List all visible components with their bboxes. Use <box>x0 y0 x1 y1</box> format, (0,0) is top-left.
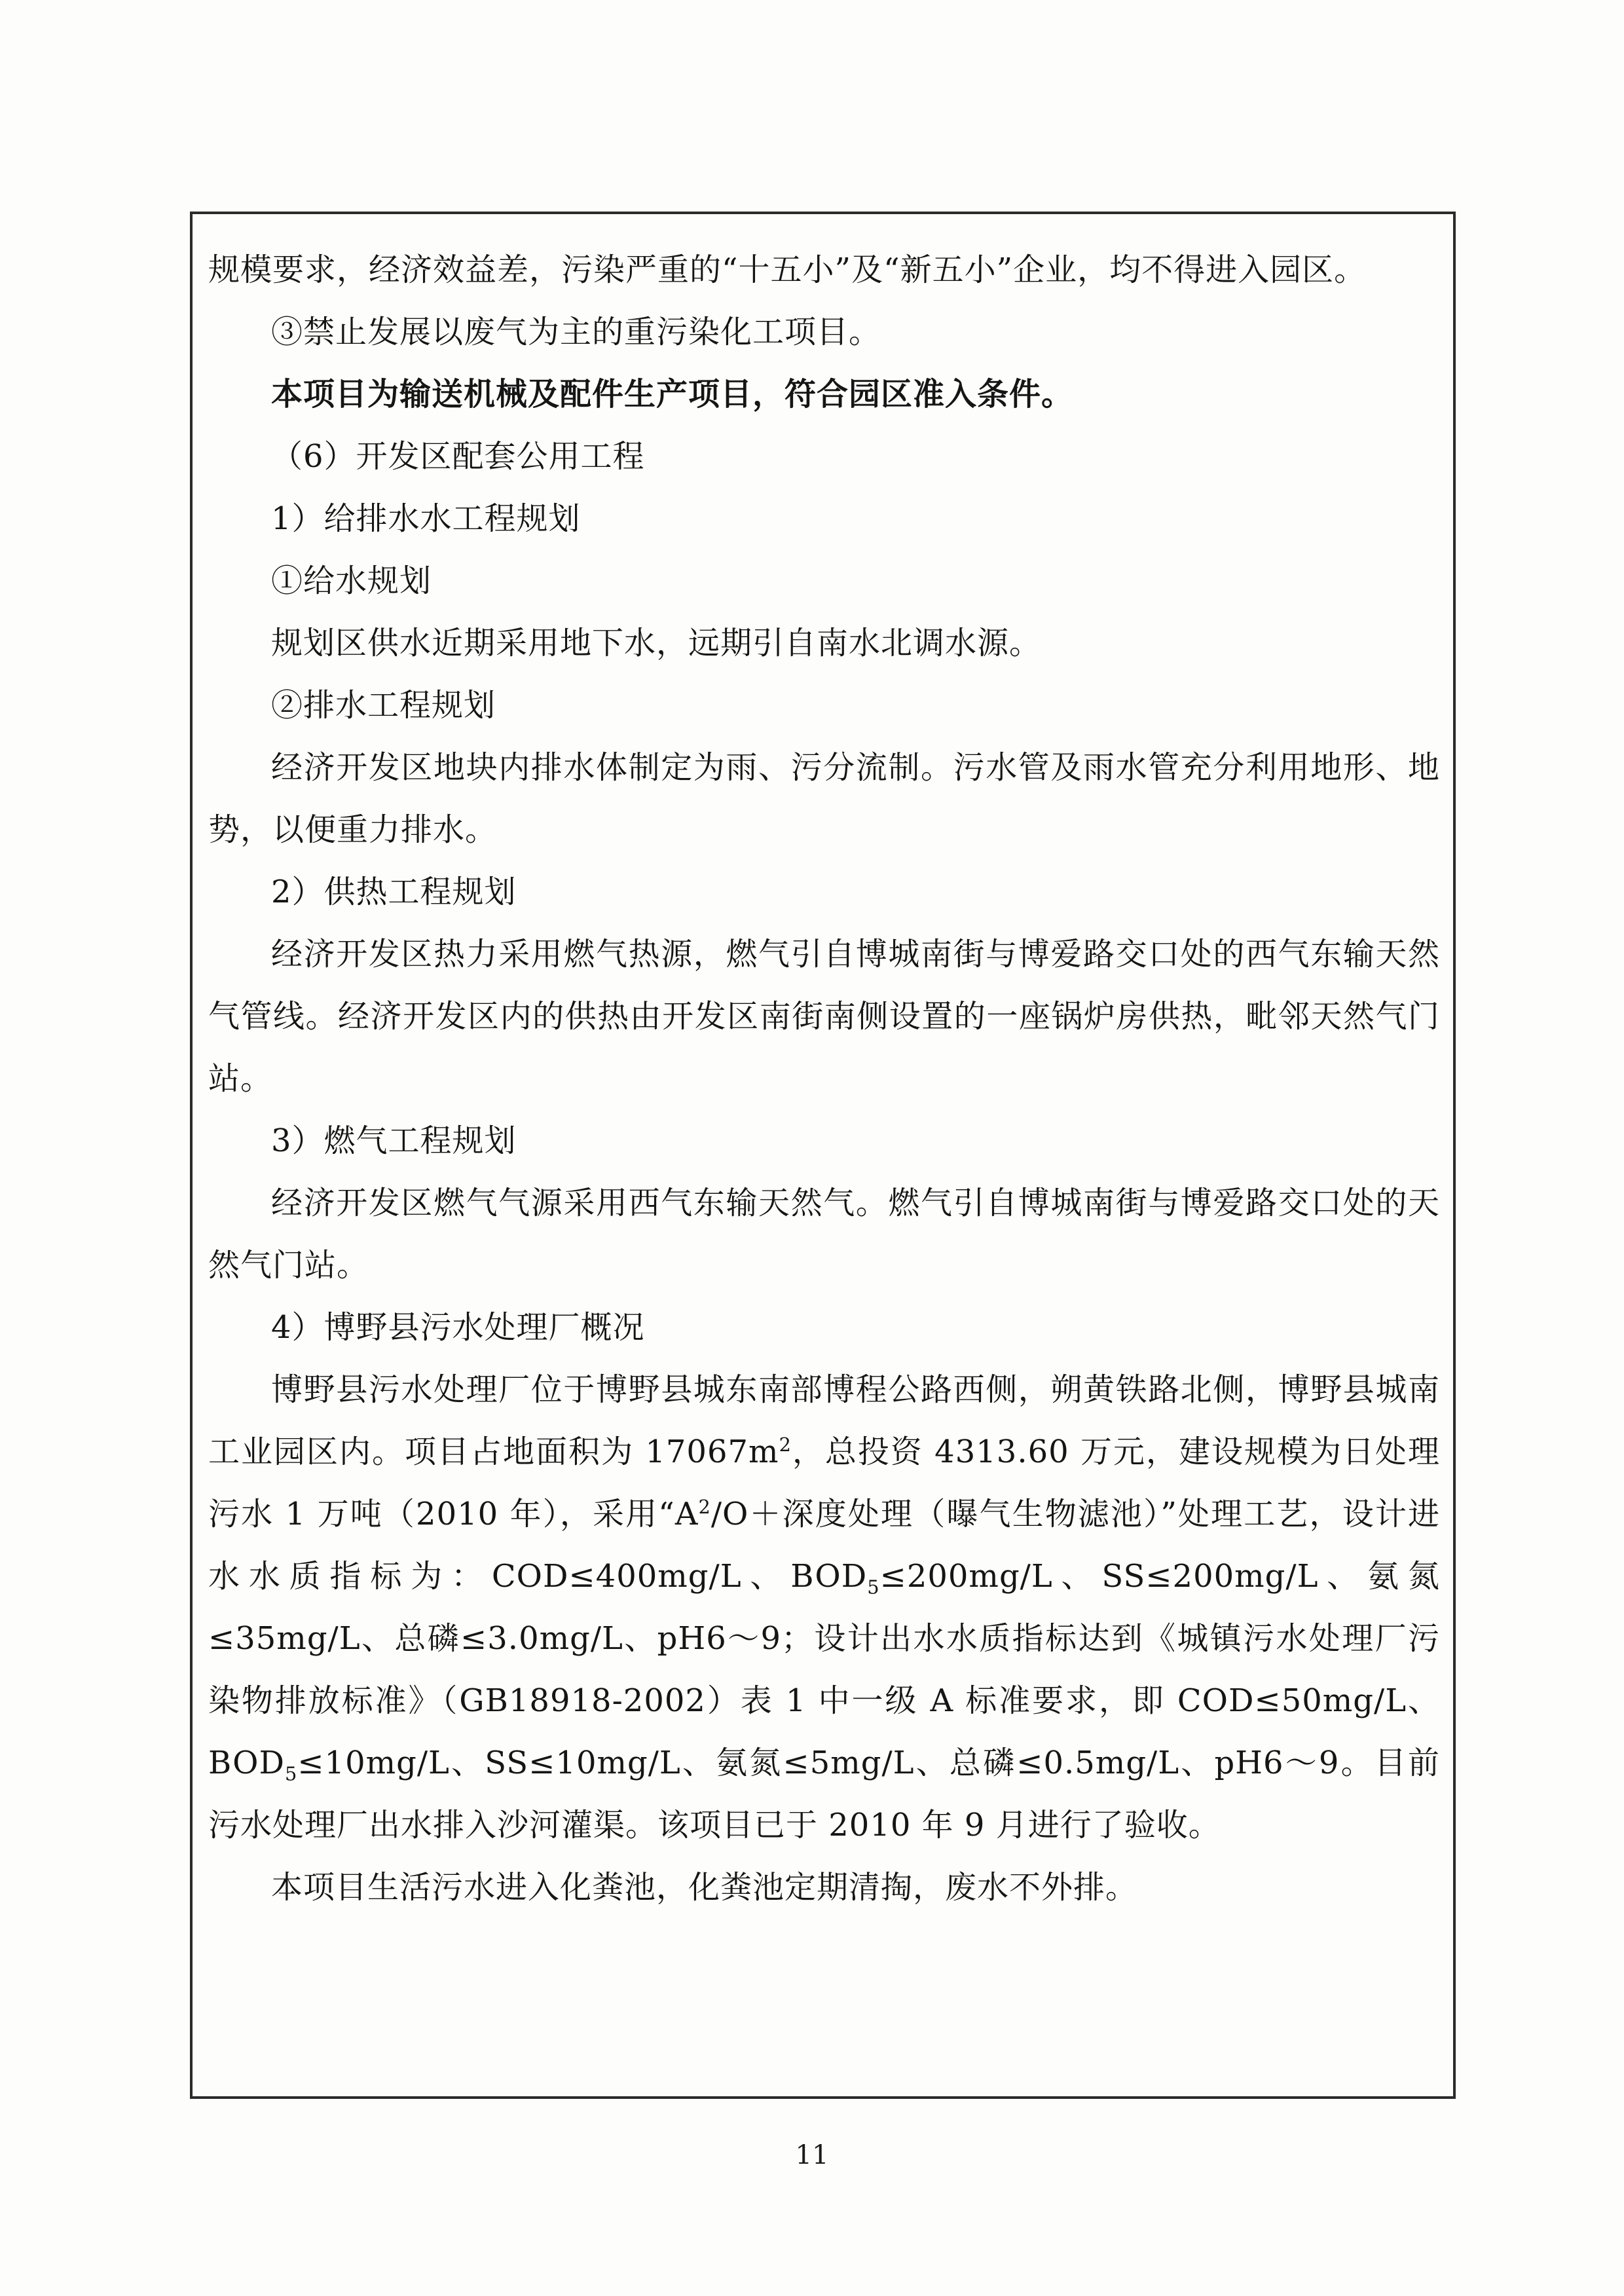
paragraph <box>208 1359 1440 1857</box>
paragraph <box>208 239 1440 301</box>
text-run: 4）博野县污水处理厂概况 <box>271 1309 645 1346</box>
text-run: ≤200mg/L、SS≤200mg/L、氨氮≤35mg/L、总磷≤3.0mg/L、pH6～9；设计出水水质指标达到《城镇污水处理厂污染物排放标准》（GB18918-2002）表 1 中一级 A 标准要求，即 COD≤50mg/L、BOD <box>208 1558 1440 1781</box>
paragraph <box>208 737 1440 861</box>
text-run: 经济开发区燃气气源采用西气东输天然气。燃气引自博城南街与博爱路交口处的天然气门站。 <box>208 1185 1440 1284</box>
paragraph <box>208 363 1440 426</box>
paragraph <box>208 612 1440 675</box>
paragraph <box>208 923 1440 1110</box>
text-run-sup: 2 <box>779 1434 792 1456</box>
text-run: 3）燃气工程规划 <box>271 1122 517 1159</box>
text-run: 本项目为输送机械及配件生产项目，符合园区准入条件。 <box>271 376 1074 413</box>
paragraph <box>208 1110 1440 1172</box>
text-run: 1）给排水水工程规划 <box>271 500 581 537</box>
paragraph <box>208 1297 1440 1359</box>
text-run: 经济开发区地块内排水体制定为雨、污分流制。污水管及雨水管充分利用地形、地势，以便重力排水。 <box>208 749 1440 848</box>
paragraph <box>208 426 1440 488</box>
text-run: ②排水工程规划 <box>271 687 496 724</box>
text-run: ≤10mg/L、SS≤10mg/L、氨氮≤5mg/L、总磷≤0.5mg/L、pH6～9。目前污水处理厂出水排入沙河灌渠。该项目已于 2010 年 9 月进行了验收。 <box>208 1745 1440 1843</box>
text-run: ③禁止发展以废气为主的重污染化工项目。 <box>271 314 881 350</box>
text-run: ①给水规划 <box>271 563 432 599</box>
paragraph <box>208 1172 1440 1297</box>
text-run: （6）开发区配套公用工程 <box>271 438 645 475</box>
text-run: 规划区供水近期采用地下水，远期引自南水北调水源。 <box>271 625 1042 661</box>
page-number: 11 <box>795 2140 829 2170</box>
text-run: 2）供热工程规划 <box>271 874 517 910</box>
text-run: ，总投资 4313.60 万元，建设规模为日处理污水 1 万吨（2010 年），采用“A <box>208 1434 1440 1532</box>
text-run: 经济开发区热力采用燃气热源，燃气引自博城南街与博爱路交口处的西气东输天然气管线。经济开发区内的供热由开发区南街南侧设置的一座锅炉房供热，毗邻天然气门站。 <box>208 936 1440 1097</box>
paragraph <box>208 488 1440 550</box>
paragraph <box>208 1857 1440 1919</box>
text-run: 规模要求，经济效益差，污染严重的“十五小”及“新五小”企业，均不得进入园区。 <box>208 251 1367 288</box>
text-run-sub: 5 <box>285 1762 298 1785</box>
text-run-sup: 2 <box>698 1496 711 1518</box>
text-run: /O＋深度处理（曝气生物滤池）”处理工艺，设计进水水质指标为：COD≤400mg/L、BOD <box>208 1496 1440 1595</box>
paragraph <box>208 861 1440 923</box>
report-text-panel <box>190 212 1456 2099</box>
paragraph <box>208 675 1440 737</box>
paragraph <box>208 550 1440 612</box>
text-run: 本项目生活污水进入化粪池，化粪池定期清掏，废水不外排。 <box>271 1869 1138 1906</box>
paragraph <box>208 301 1440 363</box>
text-run: 博野县污水处理厂位于博野县城东南部博程公路西侧，朔黄铁路北侧，博野县城南工业园区内。项目占地面积为 17067m <box>208 1371 1440 1470</box>
text-run-sub: 5 <box>867 1576 880 1599</box>
